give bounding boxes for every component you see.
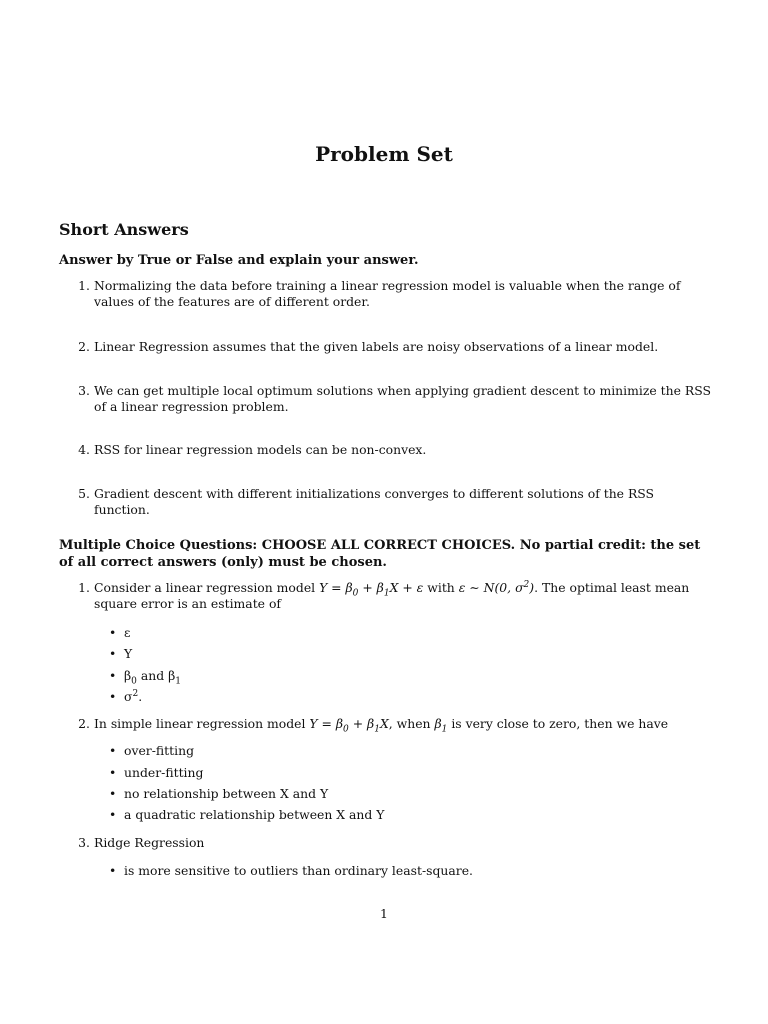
math-formula: $\beta_1$ bbox=[434, 716, 448, 735]
short-question-5 bbox=[73, 486, 713, 518]
option-item bbox=[109, 765, 709, 781]
bullet-icon: • bbox=[109, 863, 117, 878]
option-item bbox=[109, 689, 709, 705]
short-answers-instruction: Answer by True or False and explain your answer. bbox=[59, 253, 419, 268]
bullet-icon: • bbox=[109, 765, 117, 780]
question-text-part: , when bbox=[388, 716, 435, 731]
option-item bbox=[109, 743, 709, 759]
short-question-3 bbox=[73, 383, 713, 415]
option-text: under-fitting bbox=[124, 765, 204, 780]
question-number: 1. bbox=[78, 278, 90, 293]
option-item bbox=[109, 625, 709, 641]
question-text: We can get multiple local optimum solutions when applying gradient descent to minimize the RSS of a linear regression problem. bbox=[94, 383, 711, 414]
question-number: 2. bbox=[78, 339, 90, 354]
question-text-part: with bbox=[423, 580, 459, 595]
page-number: 1 bbox=[380, 906, 388, 921]
bullet-icon: • bbox=[109, 668, 117, 683]
option-text: over-fitting bbox=[124, 743, 194, 758]
document-title: Problem Set bbox=[315, 142, 453, 166]
mcq-question-3 bbox=[73, 835, 713, 851]
option-item bbox=[109, 863, 709, 879]
question-text bbox=[94, 580, 713, 612]
option-text: $\beta_0$ and $\beta_1$ bbox=[124, 668, 181, 687]
question-number: 3. bbox=[78, 835, 90, 850]
question-text: RSS for linear regression models can be non-convex. bbox=[94, 442, 427, 457]
option-item bbox=[109, 786, 709, 802]
mcq-instruction: Multiple Choice Questions: CHOOSE ALL CORRECT CHOICES. No partial credit: the set of all correct answers (only) must be chosen. bbox=[59, 538, 701, 570]
option-text: Y bbox=[124, 646, 133, 661]
bullet-icon: • bbox=[109, 786, 117, 801]
option-item bbox=[109, 807, 709, 823]
short-question-1 bbox=[73, 278, 713, 310]
question-text: Gradient descent with different initializations converges to different solutions of the RSS function. bbox=[94, 486, 655, 517]
bullet-icon: • bbox=[109, 689, 117, 704]
question-text bbox=[94, 716, 713, 735]
question-number: 4. bbox=[78, 442, 90, 457]
option-text: is more sensitive to outliers than ordinary least-square. bbox=[124, 863, 473, 878]
option-item bbox=[109, 668, 709, 687]
short-question-2 bbox=[73, 339, 713, 355]
option-text: no relationship between X and Y bbox=[124, 786, 329, 801]
question-text-part: In simple linear regression model bbox=[94, 716, 310, 731]
section-heading-short-answers: Short Answers bbox=[59, 220, 189, 239]
option-text: a quadratic relationship between X and Y bbox=[124, 807, 385, 822]
math-formula: $Y = \beta_0 + \beta_1X + \varepsilon$ bbox=[319, 580, 424, 599]
question-text: Ridge Regression bbox=[94, 835, 205, 850]
bullet-icon: • bbox=[109, 743, 117, 758]
question-number: 2. bbox=[78, 716, 90, 731]
mcq-question-1 bbox=[73, 580, 713, 612]
mcq-question-2 bbox=[73, 716, 713, 735]
bullet-icon: • bbox=[109, 646, 117, 661]
question-text: Normalizing the data before training a linear regression model is valuable when the range of values of the features are of different order. bbox=[94, 278, 681, 309]
option-item bbox=[109, 646, 709, 662]
math-formula: ε ∼ N(0, $\sigma^2$) bbox=[458, 579, 535, 595]
short-question-4 bbox=[73, 442, 713, 458]
question-text-part: is very close to zero, then we have bbox=[447, 716, 669, 731]
question-number: 5. bbox=[78, 486, 90, 501]
question-number: 3. bbox=[78, 383, 90, 398]
option-text: ε bbox=[124, 625, 131, 640]
math-formula: $Y = \beta_0 + \beta_1X$ bbox=[309, 716, 389, 735]
option-text: $\sigma^2$. bbox=[124, 688, 143, 704]
question-text: Linear Regression assumes that the given labels are noisy observations of a linear model. bbox=[94, 339, 659, 354]
question-number: 1. bbox=[78, 580, 90, 595]
question-text-part: Consider a linear regression model bbox=[94, 580, 320, 595]
question-text-part: . The optimal least mean square error is an estimate of bbox=[94, 580, 690, 611]
bullet-icon: • bbox=[109, 807, 117, 822]
bullet-icon: • bbox=[109, 625, 117, 640]
